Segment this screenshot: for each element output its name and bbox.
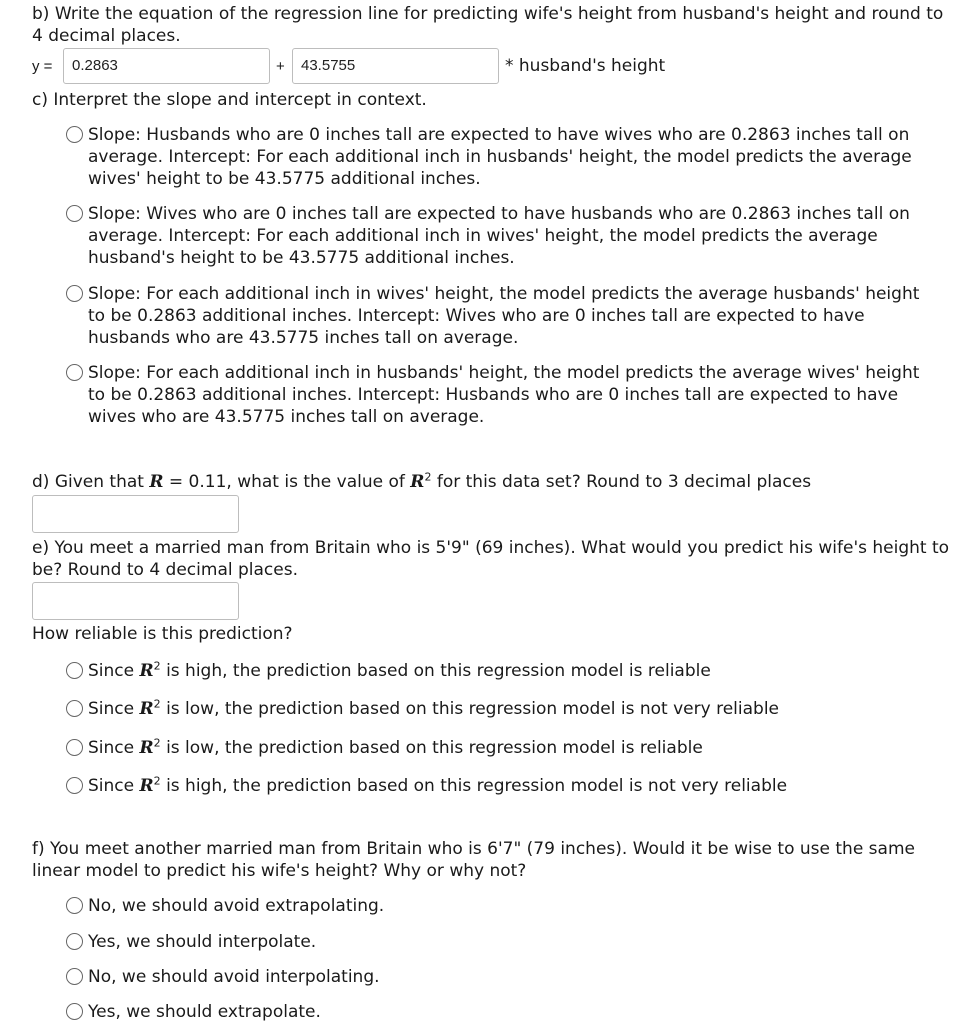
r-squared-symbol: R <box>139 661 154 681</box>
r-squared-exponent: 2 <box>424 470 432 484</box>
radio-button[interactable] <box>66 897 83 914</box>
r-squared-symbol: R <box>139 738 154 758</box>
r-symbol: R <box>149 472 164 492</box>
since-word: Since <box>88 738 135 758</box>
part-b-question-cont: 4 decimal places. <box>32 26 181 46</box>
r-squared-symbol: R <box>139 776 154 796</box>
radio-button[interactable] <box>66 1003 83 1020</box>
option-text: Slope: Husbands who are 0 inches tall are expected to have wives who are 0.2863 inches tall on average. Intercept: For each additional inch in husbands' height, the model predicts the average wives' height to be 43.5775 additional inches. <box>88 125 912 189</box>
reliability-question: How reliable is this prediction? <box>32 624 293 644</box>
husband-height-label: * husband's height <box>505 56 666 76</box>
radio-button[interactable] <box>66 662 83 679</box>
option-text: No, we should avoid interpolating. <box>88 967 380 987</box>
r-squared-exponent: 2 <box>153 736 161 750</box>
option-text: Slope: For each additional inch in wives' height, the model predicts the average husbands' height to be 0.2863 additional inches. Intercept: Wives who are 0 inches tall are expected to have husbands who are 43.5775 inches tall on average. <box>88 284 920 348</box>
radio-button[interactable] <box>66 126 83 143</box>
part-d-suffix: for this data set? Round to 3 decimal places <box>436 472 812 492</box>
slope-input[interactable]: 43.5755 <box>292 48 499 84</box>
option-text: Yes, we should extrapolate. <box>88 1002 321 1022</box>
option-text: No, we should avoid extrapolating. <box>88 896 385 916</box>
option-text: Slope: For each additional inch in husbands' height, the model predicts the average wives' height to be 0.2863 additional inches. Intercept: Husbands who are 0 inches tall are expected to have wives who are 43.5775 inches tall on average. <box>88 363 920 427</box>
option-rest: is low, the prediction based on this regression model is reliable <box>166 738 703 758</box>
y-equals-label: y = <box>32 58 53 75</box>
option-text <box>88 775 938 797</box>
part-f-question: f) You meet another married man from Britain who is 6'7" (79 inches). Would it be wise to use the same <box>32 839 915 859</box>
r-value-text: = 0.11, what is the value of <box>168 472 405 492</box>
radio-button[interactable] <box>66 777 83 794</box>
r-squared-exponent: 2 <box>153 774 161 788</box>
option-text: Yes, we should interpolate. <box>88 932 317 952</box>
radio-button[interactable] <box>66 205 83 222</box>
option-rest: is high, the prediction based on this regression model is not very reliable <box>166 776 788 796</box>
option-rest: is low, the prediction based on this regression model is not very reliable <box>166 699 780 719</box>
option-text <box>88 737 938 759</box>
option-text: Slope: Wives who are 0 inches tall are expected to have husbands who are 0.2863 inches tall on average. Intercept: For each additional inch in wives' height, the model predicts the average husband's height to be 43.5775 additional inches. <box>88 204 910 268</box>
since-word: Since <box>88 776 135 796</box>
option-text <box>88 660 938 682</box>
since-word: Since <box>88 661 135 681</box>
radio-button[interactable] <box>66 364 83 381</box>
r-squared-exponent: 2 <box>153 659 161 673</box>
since-word: Since <box>88 699 135 719</box>
r-squared-symbol: R <box>410 472 425 492</box>
part-c-question: c) Interpret the slope and intercept in context. <box>32 90 427 110</box>
part-e-question-cont: be? Round to 4 decimal places. <box>32 560 298 580</box>
part-f-question-cont: linear model to predict his wife's height? Why or why not? <box>32 861 527 881</box>
part-d-question <box>32 471 811 493</box>
r-squared-symbol: R <box>139 699 154 719</box>
radio-button[interactable] <box>66 739 83 756</box>
part-b-question: b) Write the equation of the regression line for predicting wife's height from husband's height and round to <box>32 4 944 24</box>
r-squared-answer-input[interactable] <box>32 495 239 533</box>
radio-button[interactable] <box>66 933 83 950</box>
part-d-prefix: d) Given that <box>32 472 144 492</box>
r-squared-exponent: 2 <box>153 697 161 711</box>
intercept-input[interactable]: 0.2863 <box>63 48 270 84</box>
part-e-question: e) You meet a married man from Britain who is 5'9" (69 inches). What would you predict his wife's height to <box>32 538 950 558</box>
radio-button[interactable] <box>66 700 83 717</box>
radio-button[interactable] <box>66 285 83 302</box>
radio-button[interactable] <box>66 968 83 985</box>
wife-height-prediction-input[interactable] <box>32 582 239 620</box>
option-rest: is high, the prediction based on this regression model is reliable <box>166 661 711 681</box>
option-text <box>88 698 938 720</box>
plus-sign: + <box>276 58 285 75</box>
